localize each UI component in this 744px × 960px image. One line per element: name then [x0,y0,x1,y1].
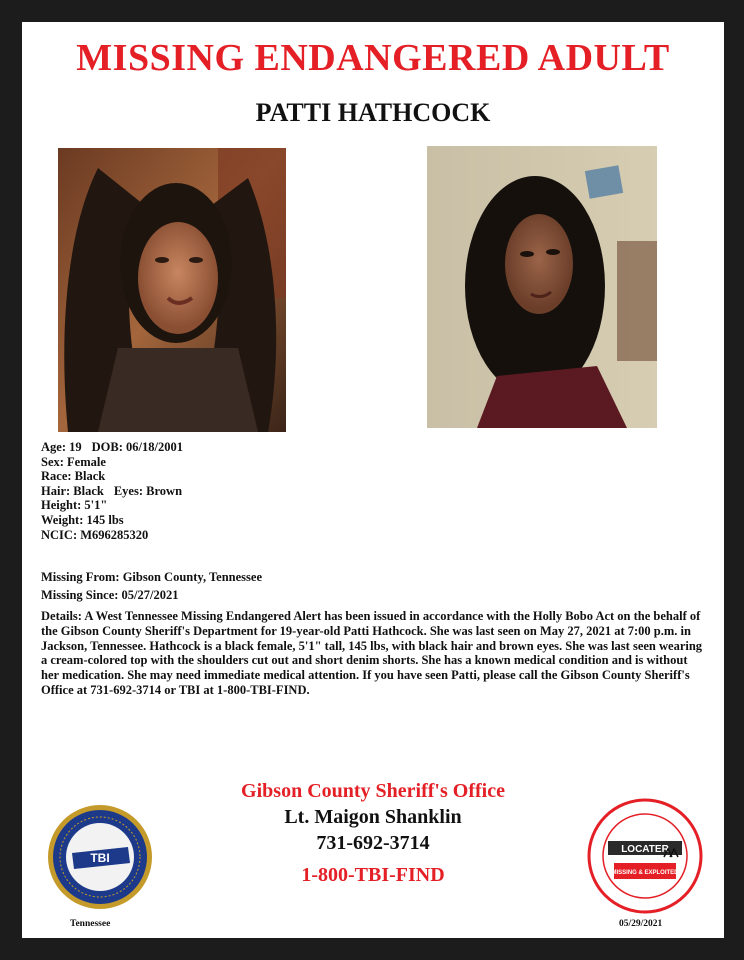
tbi-seal-logo [46,803,154,911]
age: Age: 19 [41,440,82,454]
race: Race: Black [41,469,106,484]
dob: DOB: 06/18/2001 [91,440,183,454]
poster-headline: MISSING ENDANGERED ADULT [76,37,670,79]
ncic: NCIC: M696285320 [41,527,149,542]
locater-text: LOCATER [621,844,669,855]
missing-info [41,568,262,604]
contact-phone[interactable]: 731-692-3714 [316,832,430,854]
hair: Hair: Black [41,483,104,498]
seal-tbi-text: TBI [90,851,110,865]
details-paragraph: Details: A West Tennessee Missing Endangered Alert has been issued in accordance with the Holly Bobo Act on the behalf of the Gibson County Sheriff's Department for 19-year-old Patti Hathcock. She was last seen on May 27, 2021 at 7:00 p.m. in Jackson, Tennessee. Hathcock is a black female, 5'1" tall, 145 lbs, with black hair and brown eyes. She was last seen wearing a cream-colored top with the shoulders cut out and short denim shorts. She has a known medical condition and is without her medication. She may need immediate medical attention. If you have seen Patti, please call the Gibson County Sheriff's Office at 731-692-3714 or TBI at 1-800-TBI-FIND. [41,609,703,697]
locater-logo [586,797,704,915]
locater-sub-text: MISSING & EXPLOITED [611,870,679,876]
tbi-hotline[interactable]: 1-800-TBI-FIND [301,864,445,886]
height: Height: 5'1" [41,498,108,513]
person-facts [41,440,183,542]
contact-officer: Lt. Maigon Shanklin [284,806,462,828]
missing-poster [22,22,724,938]
photo-right [427,146,657,428]
footer-date: 05/29/2021 [619,919,663,929]
weight: Weight: 145 lbs [41,512,124,527]
missing-person-name: PATTI HATHCOCK [255,98,491,127]
contact-office: Gibson County Sheriff's Office [241,780,505,802]
missing-from: Missing From: Gibson County, Tennessee [41,570,262,584]
photo-left [58,148,286,432]
eyes: Eyes: Brown [113,483,183,498]
sex: Sex: Female [41,454,106,469]
footer-state: Tennessee [70,919,111,929]
missing-since: Missing Since: 05/27/2021 [41,588,179,602]
